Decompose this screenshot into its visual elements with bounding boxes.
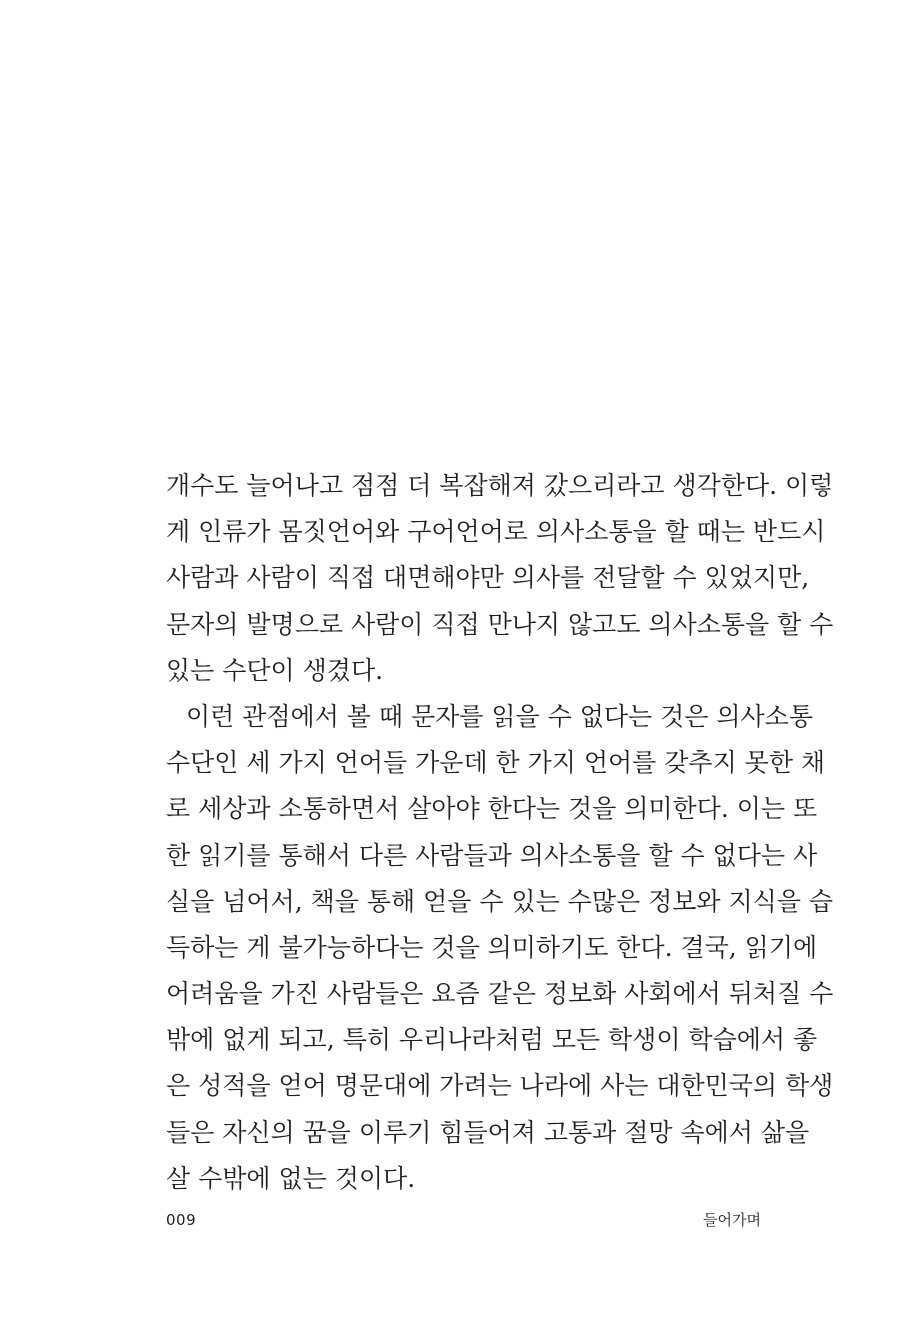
- text-line: 이런 관점에서 볼 때 문자를 읽을 수 없다는 것은 의사소통: [186, 701, 813, 731]
- text-line: 어려움을 가진 사람들은 요즘 같은 정보화 사회에서 뒤처질 수: [166, 979, 834, 1009]
- page-number: 009: [166, 1211, 197, 1229]
- text-line: 실을 넘어서, 책을 통해 얻을 수 있는 수많은 정보와 지식을 습: [166, 886, 834, 916]
- text-line: 득하는 게 불가능하다는 것을 의미하기도 한다. 결국, 읽기에: [166, 932, 818, 962]
- text-line: 밖에 없게 되고, 특히 우리나라처럼 모든 학생이 학습에서 좋: [166, 1025, 818, 1055]
- body-text: [166, 463, 834, 1202]
- text-line: 사람과 사람이 직접 대면해야만 의사를 전달할 수 있었지만,: [166, 563, 810, 593]
- text-line: 살 수밖에 없는 것이다.: [166, 1163, 416, 1193]
- text-line: 은 성적을 얻어 명문대에 가려는 나라에 사는 대한민국의 학생: [166, 1071, 834, 1101]
- text-line: 로 세상과 소통하면서 살아야 한다는 것을 의미한다. 이는 또: [166, 794, 818, 824]
- running-section-title: 들어가며: [703, 1211, 761, 1229]
- page-footer: [166, 1208, 761, 1232]
- text-line: 한 읽기를 통해서 다른 사람들과 의사소통을 할 수 없다는 사: [166, 840, 818, 870]
- text-line: 있는 수단이 생겼다.: [166, 655, 384, 685]
- text-line: 수단인 세 가지 언어들 가운데 한 가지 언어를 갖추지 못한 채: [166, 748, 826, 778]
- text-line: 들은 자신의 꿈을 이루기 힘들어져 고통과 절망 속에서 삶을: [166, 1117, 810, 1147]
- text-line: 개수도 늘어나고 점점 더 복잡해져 갔으리라고 생각한다. 이렇: [166, 471, 834, 500]
- text-line: 게 인류가 몸짓언어와 구어언어로 의사소통을 할 때는 반드시: [166, 517, 826, 547]
- text-line: 문자의 발명으로 사람이 직접 만나지 않고도 의사소통을 할 수: [166, 609, 834, 639]
